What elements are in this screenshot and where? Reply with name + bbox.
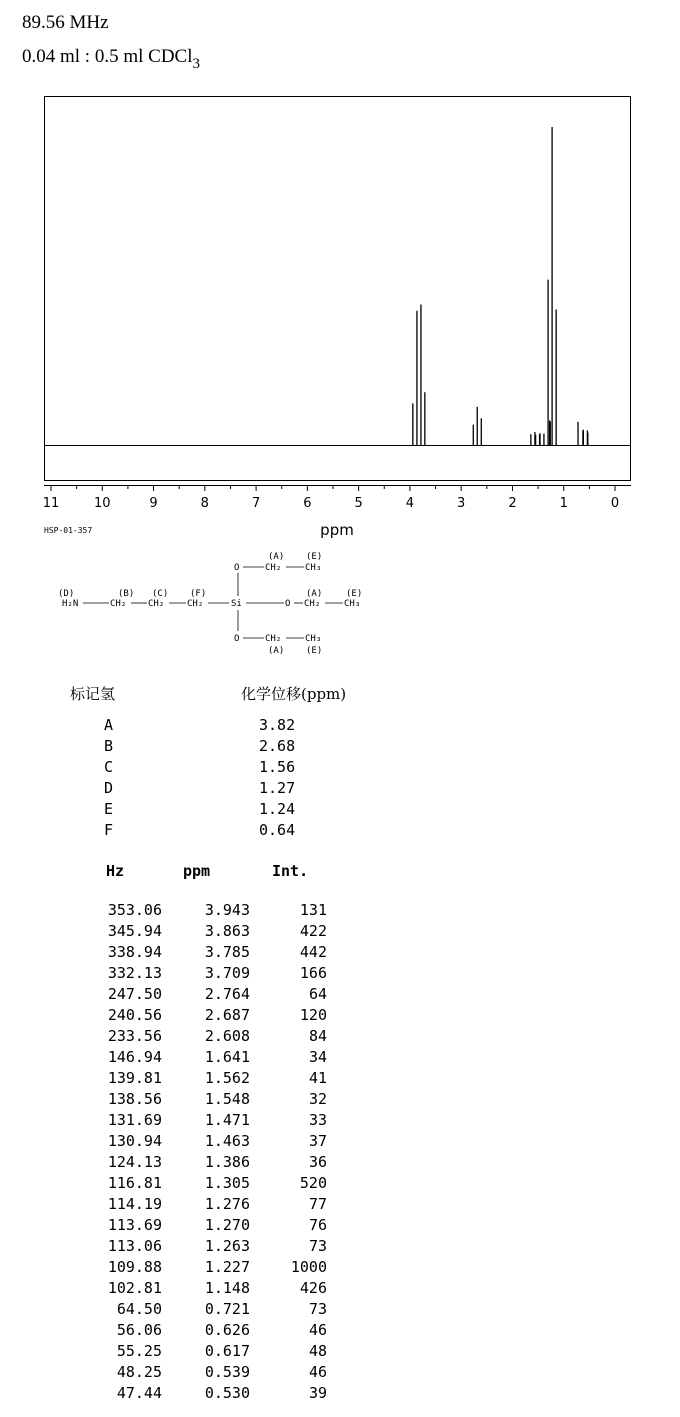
peak-ppm-cell: 1.227 xyxy=(204,1258,250,1276)
peak-hz-cell: 138.56 xyxy=(107,1090,162,1108)
chemical-structure xyxy=(0,540,400,660)
peak-ppm-cell: 2.687 xyxy=(204,1006,250,1024)
peak-int-cell: 520 xyxy=(299,1174,327,1192)
x-tick-label: 1 xyxy=(559,496,568,511)
peak-ppm-cell: 3.863 xyxy=(204,922,250,940)
peak-int-cell: 73 xyxy=(308,1300,327,1318)
label-top-A: (A) xyxy=(268,552,285,562)
assignment-shift: 1.56 xyxy=(259,758,296,776)
peak-ppm-cell: 2.764 xyxy=(204,985,250,1003)
label-bottom-A: (A) xyxy=(268,646,285,656)
assignment-label: C xyxy=(104,758,114,776)
peak-int-cell: 41 xyxy=(308,1069,327,1087)
peak-ppm-header: ppm xyxy=(183,862,211,880)
peak-int-cell: 1000 xyxy=(290,1258,327,1276)
peak-hz-cell: 113.06 xyxy=(107,1237,162,1255)
spectrum-code: HSP-01-357 xyxy=(44,526,93,535)
x-tick-label: 10 xyxy=(93,496,111,511)
o-mid: O xyxy=(285,599,291,609)
x-tick-label: 6 xyxy=(303,496,312,511)
label-C: (C) xyxy=(152,589,169,599)
assignment-shift: 2.68 xyxy=(259,737,296,755)
peak-hz-cell: 139.81 xyxy=(107,1069,162,1087)
peak-int-cell: 76 xyxy=(308,1216,327,1234)
x-tick-label: 11 xyxy=(42,496,60,511)
peak-hz-cell: 114.19 xyxy=(107,1195,162,1213)
x-tick-label: 7 xyxy=(251,496,261,511)
peak-hz-cell: 146.94 xyxy=(107,1048,162,1066)
peak-int-cell: 36 xyxy=(308,1153,327,1171)
peak-int-cell: 73 xyxy=(308,1237,327,1255)
peak-ppm-cell: 1.471 xyxy=(204,1111,250,1129)
assignment-shift: 0.64 xyxy=(259,821,296,839)
ch3-top: CH₃ xyxy=(305,563,322,573)
peak-hz-cell: 332.13 xyxy=(107,964,162,982)
x-tick-label: 0 xyxy=(610,496,620,511)
peak-int-cell: 48 xyxy=(308,1342,327,1360)
peak-int-cell: 84 xyxy=(308,1027,327,1045)
peak-ppm-cell: 0.539 xyxy=(204,1363,250,1381)
peak-int-cell: 33 xyxy=(308,1111,327,1129)
peak-ppm-cell: 2.608 xyxy=(204,1027,250,1045)
label-mid-A: (A) xyxy=(306,589,323,599)
peak-hz-cell: 338.94 xyxy=(107,943,162,961)
assignment-label: E xyxy=(104,800,114,818)
label-D: (D) xyxy=(58,589,75,599)
peak-hz-cell: 233.56 xyxy=(107,1027,162,1045)
peak-ppm-cell: 0.530 xyxy=(204,1384,250,1402)
si-atom: Si xyxy=(231,599,242,609)
peak-hz-cell: 247.50 xyxy=(107,985,162,1003)
assignment-label-header: 标记氢 xyxy=(70,685,116,703)
peak-ppm-cell: 3.943 xyxy=(204,901,250,919)
label-top-E: (E) xyxy=(306,552,323,562)
peak-hz-header: Hz xyxy=(106,862,125,880)
peak-int-cell: 46 xyxy=(308,1321,327,1339)
peak-hz-cell: 124.13 xyxy=(107,1153,162,1171)
assignment-label: B xyxy=(104,737,114,755)
x-axis-tick-labels xyxy=(43,496,619,511)
peak-ppm-cell: 1.305 xyxy=(204,1174,250,1192)
peak-ppm-cell: 1.463 xyxy=(204,1132,250,1150)
x-tick-label: 3 xyxy=(457,496,466,511)
peak-ppm-cell: 1.276 xyxy=(204,1195,250,1213)
assignment-label: F xyxy=(104,821,114,839)
peak-hz-cell: 116.81 xyxy=(107,1174,162,1192)
peak-hz-cell: 64.50 xyxy=(116,1300,162,1318)
x-axis-label: ppm xyxy=(320,521,354,539)
peak-hz-cell: 240.56 xyxy=(107,1006,162,1024)
peak-int-cell: 131 xyxy=(299,901,327,919)
label-bottom-E: (E) xyxy=(306,646,323,656)
peak-int-cell: 39 xyxy=(308,1384,327,1402)
peak-hz-cell: 55.25 xyxy=(116,1342,162,1360)
peak-hz-cell: 48.25 xyxy=(116,1363,162,1381)
ch2-top: CH₂ xyxy=(265,563,282,573)
peak-int-cell: 77 xyxy=(308,1195,327,1213)
h2n: H₂N xyxy=(62,599,79,609)
ch3-mid: CH₃ xyxy=(344,599,361,609)
peak-ppm-cell: 1.148 xyxy=(204,1279,250,1297)
peak-ppm-cell: 1.562 xyxy=(204,1069,250,1087)
x-tick-label: 4 xyxy=(405,496,415,511)
peak-ppm-cell: 1.270 xyxy=(204,1216,250,1234)
peak-hz-cell: 131.69 xyxy=(107,1111,162,1129)
ch2-bottom: CH₂ xyxy=(265,634,282,644)
ch2-f: CH₂ xyxy=(187,599,204,609)
assignment-shift-header: 化学位移(ppm) xyxy=(241,685,347,703)
peak-int-cell: 426 xyxy=(299,1279,327,1297)
peak-int-cell: 64 xyxy=(308,985,327,1003)
peak-ppm-cell: 1.386 xyxy=(204,1153,250,1171)
peak-hz-cell: 113.69 xyxy=(107,1216,162,1234)
x-tick-label: 2 xyxy=(508,496,517,511)
peak-hz-cell: 102.81 xyxy=(107,1279,162,1297)
assignment-shift: 3.82 xyxy=(259,716,296,734)
peak-int-cell: 120 xyxy=(299,1006,327,1024)
peak-hz-cell: 353.06 xyxy=(107,901,162,919)
label-mid-E: (E) xyxy=(346,589,363,599)
peak-hz-cell: 56.06 xyxy=(116,1321,162,1339)
peak-int-cell: 422 xyxy=(299,922,327,940)
peak-int-cell: 46 xyxy=(308,1363,327,1381)
sample-text: 0.04 ml : 0.5 ml CDCl xyxy=(22,46,193,67)
peak-group xyxy=(413,127,588,445)
peak-int-header: Int. xyxy=(272,862,309,880)
sample-subscript: 3 xyxy=(192,56,200,72)
peak-ppm-cell: 0.626 xyxy=(204,1321,250,1339)
x-tick-label: 5 xyxy=(354,496,363,511)
peak-hz-cell: 345.94 xyxy=(107,922,162,940)
peak-ppm-cell: 3.709 xyxy=(204,964,250,982)
label-F: (F) xyxy=(190,589,207,599)
nmr-spectrum-chart xyxy=(0,0,680,545)
assignment-shift: 1.27 xyxy=(259,779,296,797)
ch2-mid: CH₂ xyxy=(304,599,321,609)
label-B: (B) xyxy=(118,589,135,599)
ch2-c: CH₂ xyxy=(148,599,165,609)
peak-int-cell: 166 xyxy=(299,964,327,982)
peak-int-cell: 37 xyxy=(308,1132,327,1150)
peak-int-cell: 34 xyxy=(308,1048,327,1066)
o-bottom: O xyxy=(234,634,240,644)
peak-hz-cell: 130.94 xyxy=(107,1132,162,1150)
peak-ppm-cell: 1.263 xyxy=(204,1237,250,1255)
spectrometer-frequency: 89.56 MHz xyxy=(22,12,109,33)
peak-ppm-cell: 1.548 xyxy=(204,1090,250,1108)
ch2-b: CH₂ xyxy=(110,599,127,609)
x-tick-label: 9 xyxy=(149,496,158,511)
peak-hz-cell: 109.88 xyxy=(107,1258,162,1276)
peak-ppm-cell: 0.617 xyxy=(204,1342,250,1360)
assignment-label: A xyxy=(104,716,114,734)
assignment-label: D xyxy=(104,779,114,797)
peak-int-cell: 32 xyxy=(308,1090,327,1108)
peak-ppm-cell: 3.785 xyxy=(204,943,250,961)
peak-int-cell: 442 xyxy=(299,943,327,961)
peak-hz-cell: 47.44 xyxy=(116,1384,162,1402)
plot-frame xyxy=(45,97,631,481)
ch3-bottom: CH₃ xyxy=(305,634,322,644)
peak-ppm-cell: 0.721 xyxy=(204,1300,250,1318)
peak-ppm-cell: 1.641 xyxy=(204,1048,250,1066)
assignment-shift: 1.24 xyxy=(259,800,296,818)
o-top: O xyxy=(234,563,240,573)
x-tick-label: 8 xyxy=(200,496,209,511)
